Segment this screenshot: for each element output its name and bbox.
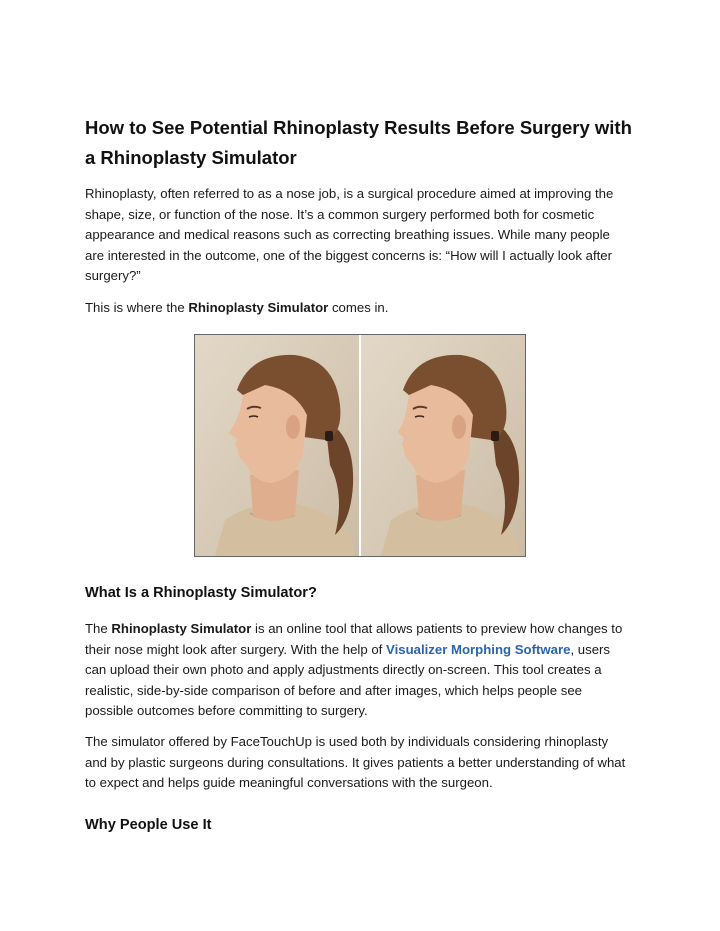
after-photo <box>359 335 525 556</box>
lead-in-paragraph <box>85 298 631 319</box>
section1-paragraph-2: The simulator offered by FaceTouchUp is used both by individuals considering rhinoplasty and by plastic surgeons during consultations. It gives patients a better understanding of what to expect and helps guide meaningful conversations with the surgeon. <box>85 734 626 790</box>
section-heading-why-people: Why People Use It <box>85 817 212 833</box>
section-heading-what-is: What Is a Rhinoplasty Simulator? <box>85 585 317 601</box>
p3-text-1: The <box>85 621 112 636</box>
lead-in-text-after: comes in. <box>328 300 389 315</box>
p3-text-3: , users can upload their own photo and apply adjustments directly on-screen. This tool creates a realistic, side-by-side comparison of before and after images, which helps people see possible outcomes before committing to surgery. <box>85 641 611 718</box>
before-photo <box>195 335 359 556</box>
p3-text-2: is an online tool that allows patients to preview how changes to their nose might look after surgery. With the help of <box>85 621 623 657</box>
profile-portrait-before <box>195 335 359 556</box>
p3-bold-1: Rhinoplasty Simulator <box>111 621 252 636</box>
lead-in-bold: Rhinoplasty Simulator <box>188 300 329 315</box>
article-title: How to See Potential Rhinoplasty Results Before Surgery with a Rhinoplasty Simulator <box>85 117 632 168</box>
profile-portrait-after <box>361 335 525 556</box>
before-after-image <box>194 334 526 557</box>
section1-paragraph-1 <box>85 619 631 722</box>
intro-paragraph: Rhinoplasty, often referred to as a nose job, is a surgical procedure aimed at improving the shape, size, or function of the nose. It’s a common surgery performed both for cosmetic appearance and medical reasons such as correcting breathing issues. While many people are interested in the outcome, one of the biggest concerns is: “How will I actually look after surgery?” <box>85 186 614 283</box>
visualizer-morphing-software-link[interactable]: Visualizer Morphing Software <box>386 641 571 657</box>
lead-in-text-before: This is where the <box>85 300 189 315</box>
